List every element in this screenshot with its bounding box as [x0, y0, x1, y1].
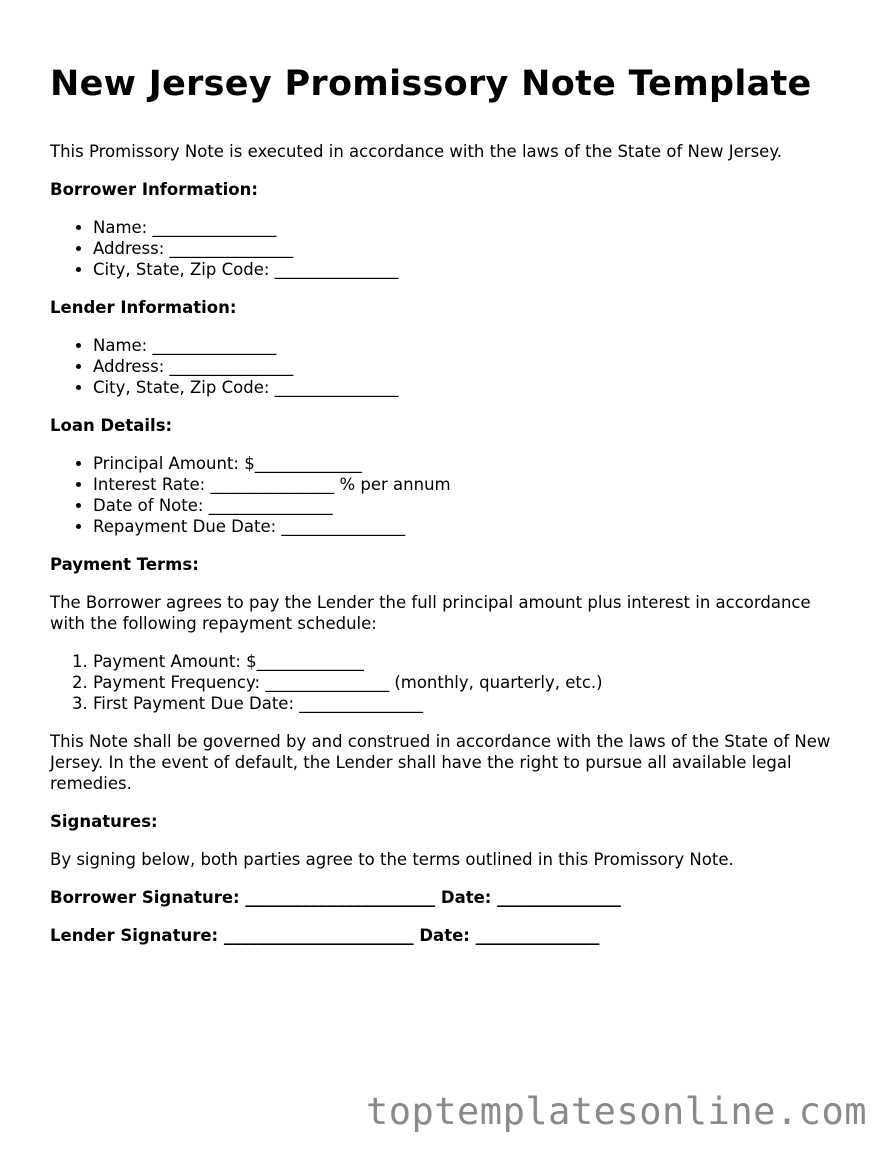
payment-frequency-item: 2. Payment Frequency: _______________ (monthly, quarterly, etc.) — [93, 672, 850, 693]
first-payment-due-item: 3. First Payment Due Date: _______________ — [93, 693, 850, 714]
borrower-heading: Borrower Information: — [50, 180, 258, 199]
payment-terms-heading: Payment Terms: — [50, 555, 199, 574]
lender-name-item: • Name: _______________ — [93, 335, 850, 356]
governing-law-text: This Note shall be governed by and construed in accordance with the laws of the State of New Jersey. In the event of default, the Lender shall have the right to pursue all available legal remedies. — [50, 732, 831, 793]
lender-list — [50, 335, 850, 398]
repayment-due-date-item: • Repayment Due Date: _______________ — [93, 516, 850, 537]
document-title: New Jersey Promissory Note Template — [50, 64, 812, 104]
payment-schedule-list — [50, 651, 850, 714]
lender-city-item: • City, State, Zip Code: _______________ — [93, 377, 850, 398]
borrower-address-item: • Address: _______________ — [93, 238, 850, 259]
borrower-list — [50, 217, 850, 280]
lender-address-item: • Address: _______________ — [93, 356, 850, 377]
document-page — [50, 58, 850, 963]
loan-details-heading: Loan Details: — [50, 416, 173, 435]
principal-amount-item: • Principal Amount: $_____________ — [93, 453, 850, 474]
lender-signature-line: Lender Signature: _______________________ Date: _______________ — [50, 926, 600, 945]
intro-text: This Promissory Note is executed in accordance with the laws of the State of New Jersey. — [50, 142, 782, 161]
borrower-city-item: • City, State, Zip Code: _______________ — [93, 259, 850, 280]
payment-terms-text: The Borrower agrees to pay the Lender the full principal amount plus interest in accordance with the following repayment schedule: — [50, 593, 811, 633]
date-of-note-item: • Date of Note: _______________ — [93, 495, 850, 516]
signatures-text: By signing below, both parties agree to the terms outlined in this Promissory Note. — [50, 850, 734, 869]
borrower-signature-line: Borrower Signature: _______________________ Date: _______________ — [50, 888, 621, 907]
loan-details-list — [50, 453, 850, 537]
borrower-name-item: • Name: _______________ — [93, 217, 850, 238]
lender-heading: Lender Information: — [50, 298, 237, 317]
payment-amount-item: 1. Payment Amount: $_____________ — [93, 651, 850, 672]
interest-rate-item: • Interest Rate: _______________ % per annum — [93, 474, 850, 495]
signatures-heading: Signatures: — [50, 812, 158, 831]
site-watermark: toptemplatesonline.com — [365, 1090, 867, 1133]
